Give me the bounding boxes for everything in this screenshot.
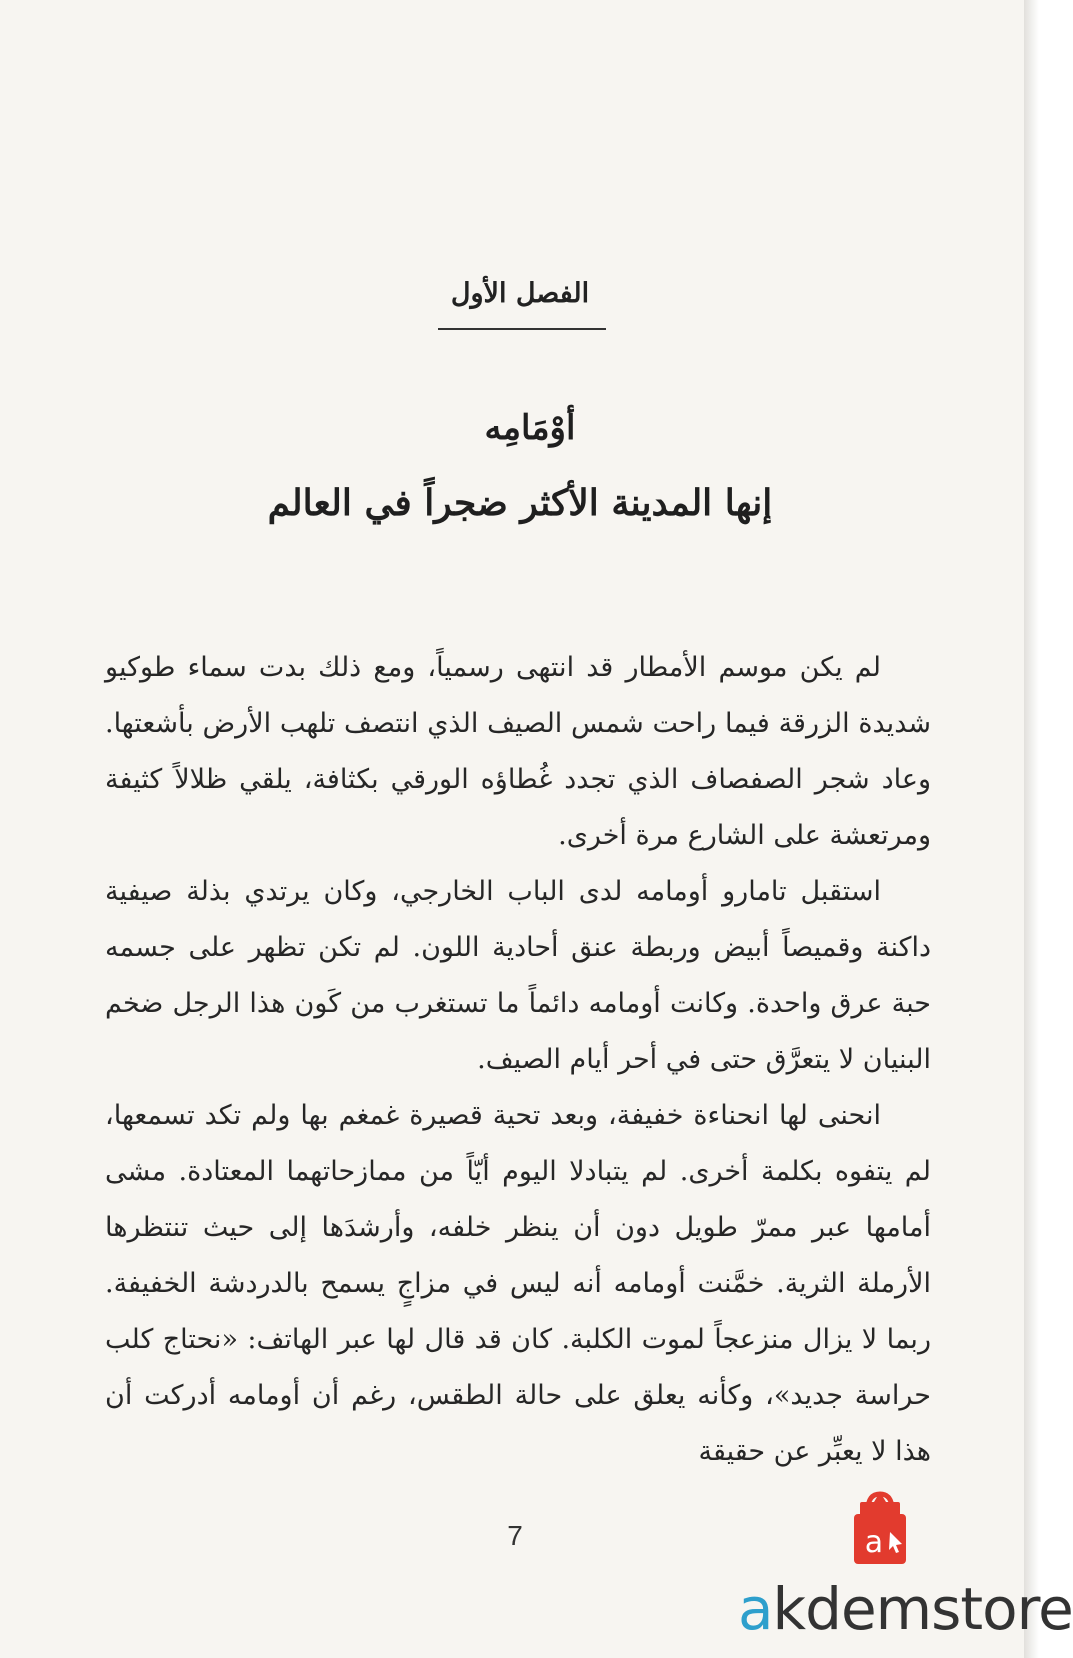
page-edge	[1024, 0, 1039, 1658]
store-logo	[738, 1488, 1073, 1658]
body-text	[105, 640, 931, 1480]
logo-rest-text: kdemstore	[772, 1575, 1073, 1643]
paragraph: انحنى لها انحناءة خفيفة، وبعد تحية قصيرة غمغم بها ولم تكد تسمعها، لم يتفوه بكلمة أخرى. لم يتبادلا اليوم أيّاً من ممازحاتهما المعتادة. مشى أمامها عبر ممرّ طويل دون أن ينظر خلفه، وأرشدَها إلى حيث تنتظرها الأرملة الثرية. خمَّنت أومامه أنه ليس في مزاجٍ يسمح بالدردشة الخفيفة. ربما لا يزال منزعجاً لموت الكلبة. كان قد قال لها عبر الهاتف: «نحتاج كلب حراسة جديد»، وكأنه يعلق على حالة الطقس، رغم أن أومامه أدركت أن هذا لا يعبِّر عن حقيقة	[105, 1100, 931, 1467]
paragraph: لم يكن موسم الأمطار قد انتهى رسمياً، ومع ذلك بدت سماء طوكيو شديدة الزرقة فيما راحت شمس الصيف الذي انتصف تلهب الأرض بأشعتها. وعاد شجر الصفصاف الذي تجدد غُطاؤه الورقي بكثافة، يلقي ظلالاً كثيفة ومرتعشة على الشارع مرة أخرى.	[105, 652, 931, 851]
chapter-name: أوْمَامِه	[484, 408, 576, 448]
bag-letter: a	[864, 1525, 884, 1560]
shopping-bag-icon	[848, 1488, 912, 1568]
logo-accent-letter: a	[738, 1575, 773, 1643]
chapter-title: إنها المدينة الأكثر ضجراً في العالم	[267, 482, 773, 524]
chapter-label: الفصل الأول	[450, 278, 590, 309]
page-number: 7	[507, 1520, 523, 1551]
chapter-underline	[438, 328, 606, 330]
store-logo-text	[738, 1574, 1073, 1644]
paragraph: استقبل تامارو أومامه لدى الباب الخارجي، وكان يرتدي بذلة صيفية داكنة وقميصاً أبيض وربطة عنق أحادية اللون. لم تكن تظهر على جسمه حبة عرق واحدة. وكانت أومامه دائماً ما تستغرب من كَون هذا الرجل ضخم البنيان لا يتعرَّق حتى في أحر أيام الصيف.	[105, 876, 931, 1075]
